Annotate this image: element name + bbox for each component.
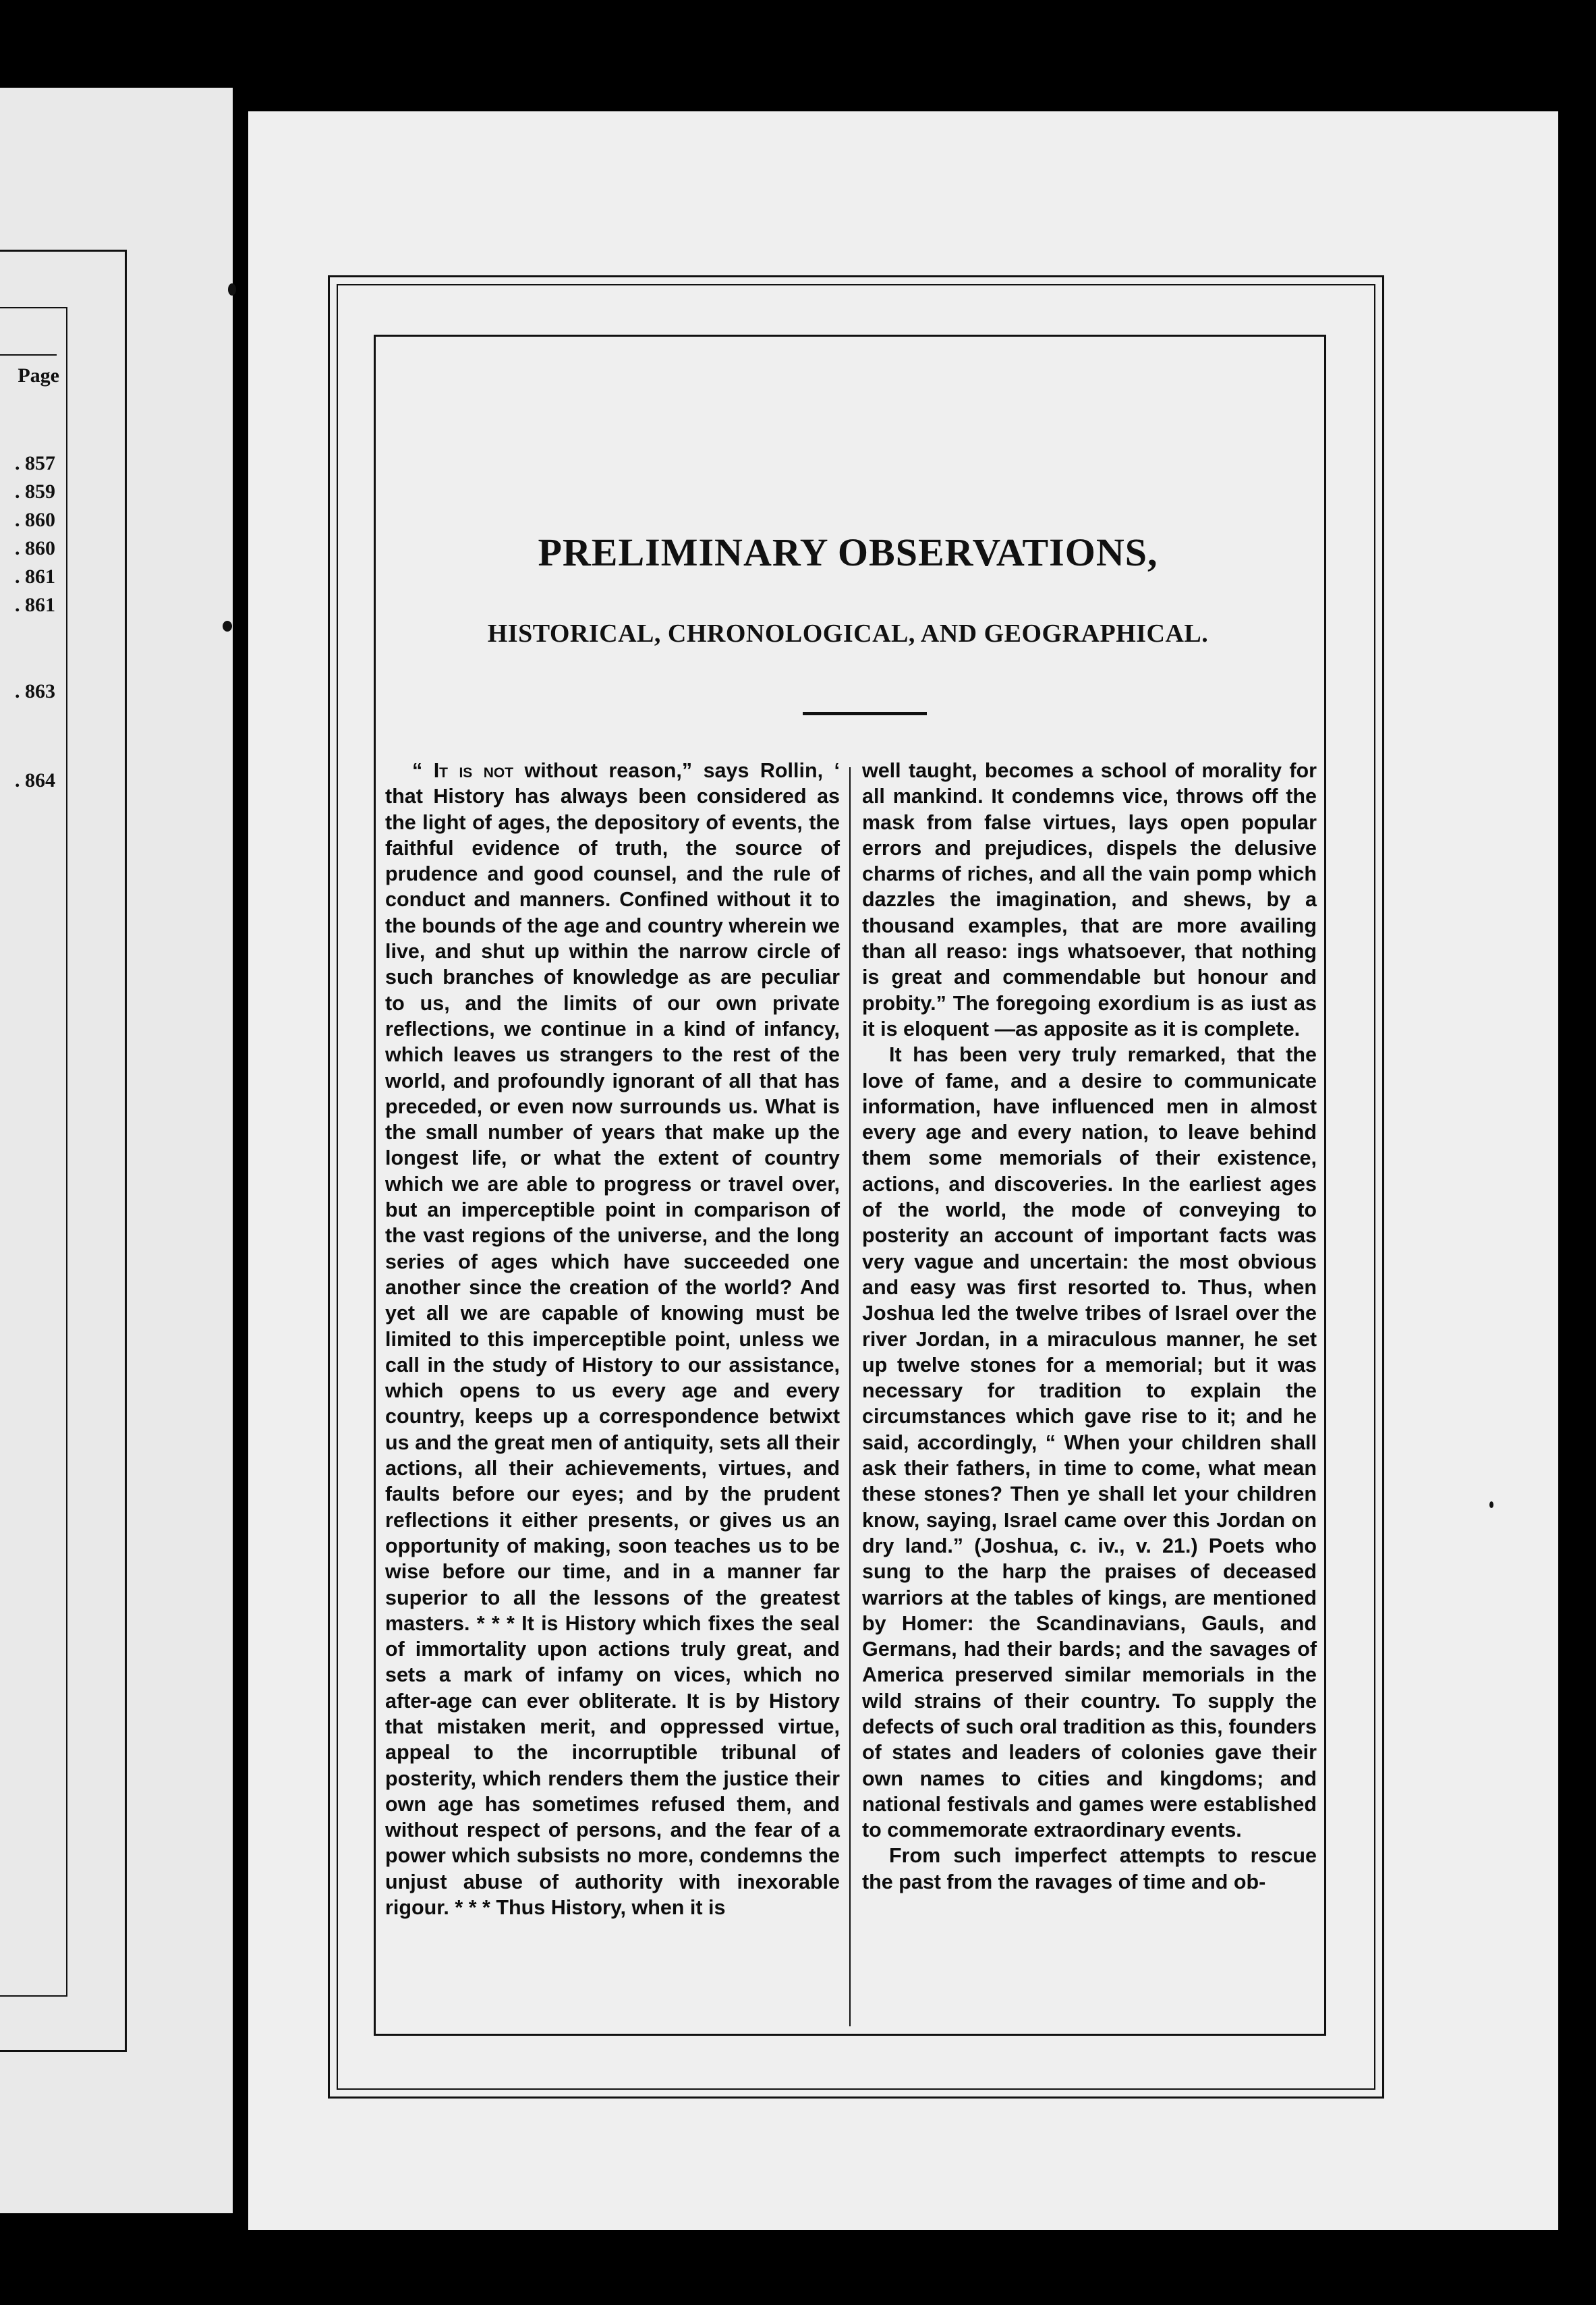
scan-speck	[223, 621, 232, 632]
left-page-number: . 859	[15, 480, 55, 503]
page-title: PRELIMINARY OBSERVATIONS,	[538, 530, 1158, 574]
text-column-right	[862, 758, 1317, 1895]
body-paragraph: well taught, becomes a school of morality for all mankind. It condemns vice, throws off the mask from false virtues, lays open popular errors and prejudices, dispels the delusive charms of riches, and all the vain pomp which dazzles the imagination, and shews, by a thousand examples, that are more availing than all reaso: ings whatsoever, that nothing is great and commendable but honour and probity.” The foregoing exordium is as iust as it is eloquent —as apposite as it is complete.	[862, 759, 1317, 1040]
body-paragraph	[385, 758, 840, 1920]
left-page-number: . 864	[15, 769, 55, 792]
scan-speck	[228, 283, 236, 296]
main-page	[248, 111, 1558, 2230]
left-page-number: . 860	[15, 537, 55, 559]
column-divider-rule	[849, 767, 851, 2026]
page-subtitle: HISTORICAL, CHRONOLOGICAL, AND GEOGRAPHICAL.	[487, 619, 1209, 648]
left-page-number: . 863	[15, 680, 55, 702]
left-page-fragment	[0, 88, 233, 2213]
left-page-header-rule	[0, 354, 57, 356]
left-page-number: . 860	[15, 509, 55, 531]
text-column-left	[385, 758, 840, 1920]
lead-words: “ It is not	[412, 759, 514, 782]
body-paragraph: From such imperfect attempts to rescue the past from the ravages of time and ob-	[862, 1844, 1317, 1893]
paragraph-text: without reason,” says Rollin, ‘ that History has always been considered as the light of ages, the depository of events, the faithful evidence of truth, the source of prudence and good counsel, and the rule of conduct and manners. Confined without it to the bounds of the age and country wherein we live, and shut up within the narrow circle of such branches of knowledge as are peculiar to us, and the limits of our own private reflections, we continue in a kind of infancy, which leaves us strangers to the rest of the world, and profoundly ignorant of all that has preceded, or even now surrounds us. What is the small number of years that make up the longest life, or what the extent of country which we are able to progress or travel over, but an imperceptible point in comparison of the vast regions of the universe, and the long series of ages which have succeeded one another since the creation of the world? And yet all we are capable of knowing must be limited to this imperceptible point, unless we call in the study of History to our assistance, which opens to us every age and every country, keeps up a correspondence betwixt us and the great men of antiquity, sets all their actions, all their achievements, virtues, and faults before our eyes; and by the prudent reflections it either presents, or gives us an opportunity of making, soon teaches us to be wise before our time, and in a manner far superior to all the lessons of the greatest masters. * * * It is History which fixes the seal of immortality upon actions truly great, and sets a mark of infamy on vices, which no after-age can ever obliterate. It is by History that mistaken merit, and oppressed virtue, appeal to the incorruptible tribunal of posterity, which renders them the justice their own age has sometimes refused them, and without respect of persons, and the fear of a power which subsists no more, condemns the unjust abuse of authority with inexorable rigour. * * * Thus History, when it is	[385, 759, 840, 1920]
left-page-number: . 861	[15, 565, 55, 588]
left-page-number: . 861	[15, 594, 55, 616]
left-page-number: . 857	[15, 452, 55, 474]
scan-speck	[1489, 1501, 1493, 1508]
body-paragraph: It has been very truly remarked, that the love of fame, and a desire to communicate information, have influenced men in almost every age and every nation, to leave behind them some memorials of their existence, actions, and discoveries. In the earliest ages of the world, the mode of conveying to posterity an account of important facts was very vague and uncertain: the most obvious and easy was first resorted to. Thus, when Joshua led the twelve tribes of Israel over the river Jordan, in a miraculous manner, he set up twelve stones for a memorial; but it was necessary for tradition to explain the circumstances which gave rise to it; and he said, accordingly, “ When your children shall ask their fathers, in time to come, what mean these stones? Then ye shall let your children know, saying, Israel came over this Jordan on dry land.” (Joshua, c. iv., v. 21.) Poets who sung to the harp the praises of deceased warriors at the tables of kings, are mentioned by Homer: the Scandinavians, Gauls, and Germans, had their bards; and the savages of America preserved similar memorials in the wild strains of their country. To supply the defects of such oral tradition as this, founders of states and leaders of colonies gave their own names to cities and kingdoms; and national festivals and games were established to commemorate extraordinary events.	[862, 1043, 1317, 1842]
left-page-inner-border	[0, 307, 67, 1997]
title-divider-rule	[803, 712, 927, 715]
left-page-header-label: Page	[18, 364, 59, 387]
